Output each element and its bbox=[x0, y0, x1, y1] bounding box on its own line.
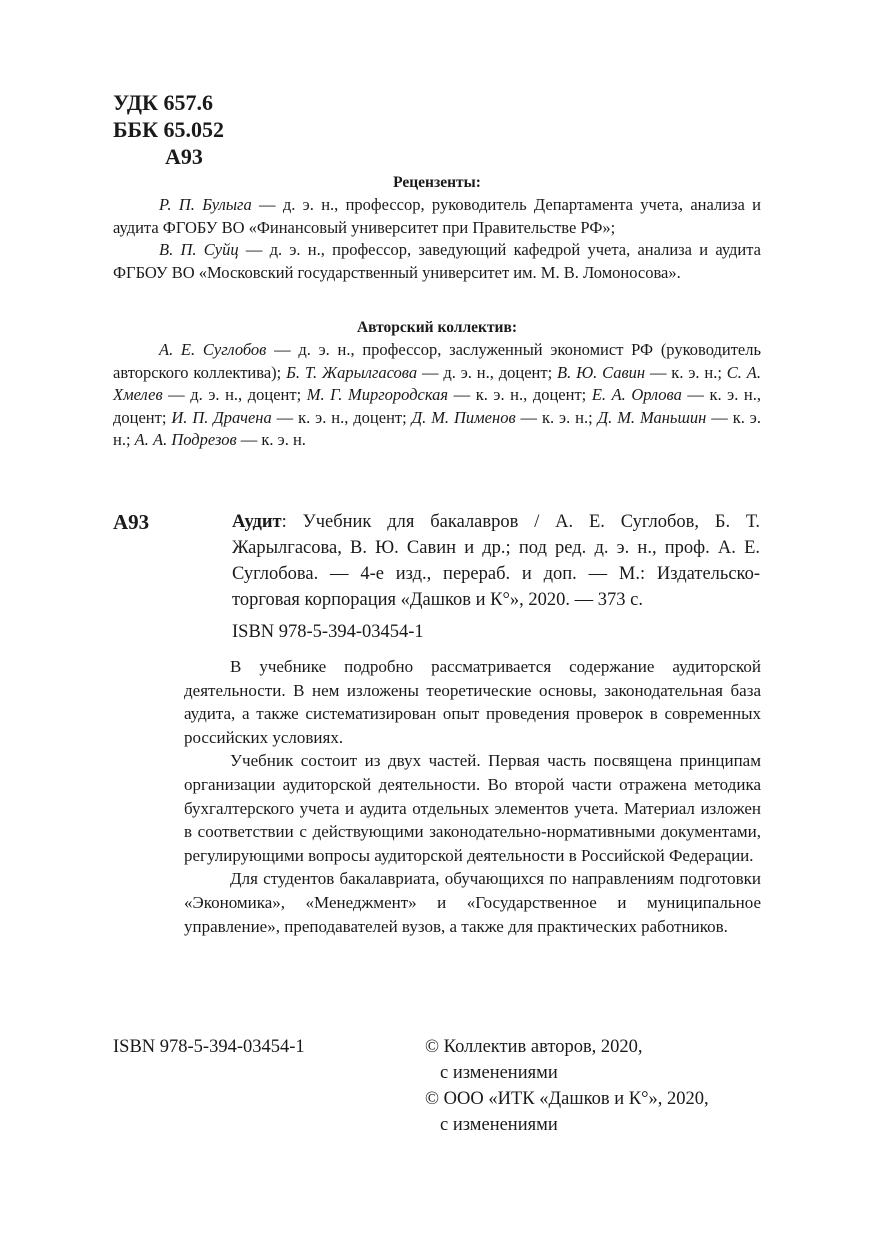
reviewers-heading: Рецензенты: bbox=[393, 174, 481, 191]
author-desc: — к. э. н.; bbox=[113, 407, 761, 450]
author-name: А. Е. Суглобов bbox=[159, 340, 267, 360]
copyright-publisher: © ООО «ИТК «Дашков и К°», 2020, bbox=[425, 1089, 709, 1109]
bbk-code: ББК 65.052 bbox=[113, 117, 225, 142]
reviewer-desc: — д. э. н., профессор, руководитель Департамента учета, анализа и аудита ФГОБУ ВО «Финансовый университет при Правительстве РФ»; bbox=[113, 195, 762, 237]
copyright-publisher-note: с изменениями bbox=[440, 1115, 558, 1135]
annotation bbox=[184, 655, 761, 938]
udk-code: УДК 657.6 bbox=[113, 90, 214, 115]
author-name: Д. М. Пименов bbox=[411, 407, 516, 427]
bibliographic-description: : Учебник для бакалавров / А. Е. Суглобов, Б. Т. Жарылгасова, В. Ю. Савин и др.; под ред. д. э. н., проф. А. Е. Суглобова. — 4-е изд., перераб. и доп. — М.: Издательско-торговая корпорация «Дашков и К°», 2020. — 373 с. bbox=[232, 512, 760, 610]
author-name: И. П. Драчена bbox=[171, 407, 272, 427]
reviewers-block bbox=[113, 172, 761, 284]
catalog-author-sign: А93 bbox=[113, 510, 150, 534]
author-desc: — к. э. н., доцент; bbox=[113, 385, 761, 427]
isbn-record: ISBN 978-5-394-03454-1 bbox=[232, 622, 424, 642]
author-name: В. Ю. Савин bbox=[557, 362, 646, 382]
author-desc: — к. э. н., доцент; bbox=[448, 385, 592, 405]
author-name: С. А. Хмелев bbox=[113, 362, 761, 405]
reviewer-entry bbox=[113, 239, 761, 284]
reviewer-entry bbox=[113, 194, 761, 239]
book-title: Аудит bbox=[232, 512, 282, 532]
author-name: А. А. Подрезов bbox=[134, 430, 237, 450]
authors-heading: Авторский коллектив: bbox=[356, 319, 518, 336]
author-name: Е. А. Орлова bbox=[591, 385, 682, 405]
annotation-paragraph: Учебник состоит из двух частей. Первая часть посвящена принципам организации аудиторской деятельности. Во второй части отражена методика бухгалтерского учета и аудита отдельных элементов учета. Материал изложен в соответствии с действующими законодательно-нормативными документами, регулирующими вопросы аудиторской деятельности в Российской Федерации. bbox=[184, 751, 761, 865]
annotation-paragraph: Для студентов бакалавриата, обучающихся по направлениям подготовки «Экономика», «Менеджмент» и «Государственное и муниципальное управление», преподавателей вузов, а также для практических работников. bbox=[184, 869, 761, 936]
author-desc: — к. э. н.; bbox=[645, 362, 727, 382]
bibliographic-record bbox=[232, 509, 760, 613]
reviewer-name: Р. П. Булыга bbox=[159, 195, 252, 215]
copyright-authors-note: с изменениями bbox=[440, 1063, 558, 1083]
copyright-block bbox=[425, 1034, 709, 1138]
author-desc: — к. э. н. bbox=[236, 430, 306, 450]
author-desc: — к. э. н., доцент; bbox=[271, 407, 412, 427]
author-desc: — д. э. н., доцент; bbox=[417, 362, 558, 382]
author-desc: — д. э. н., доцент; bbox=[162, 385, 307, 405]
reviewer-desc: — д. э. н., профессор, заведующий кафедрой учета, анализа и аудита ФГБОУ ВО «Московский государственный университет им. М. В. Ломоносова». bbox=[113, 240, 761, 282]
authors-block bbox=[113, 317, 761, 451]
authors-list bbox=[113, 339, 761, 451]
author-sign: А93 bbox=[165, 144, 203, 169]
copyright-authors: © Коллектив авторов, 2020, bbox=[425, 1037, 643, 1057]
annotation-paragraph: В учебнике подробно рассматривается содержание аудиторской деятельности. В нем изложены теоретические основы, законодательная база аудита, а также систематизирован опыт проведения проверок в современных российских условиях. bbox=[184, 657, 761, 747]
author-name: М. Г. Миргородская bbox=[306, 385, 449, 405]
isbn-footer: ISBN 978-5-394-03454-1 bbox=[113, 1037, 305, 1057]
author-desc: — к. э. н.; bbox=[515, 407, 598, 427]
author-name: Б. Т. Жарылгасова bbox=[286, 362, 418, 382]
author-desc: — д. э. н., профессор, заслуженный экономист РФ (руководитель авторского коллектива); bbox=[113, 340, 761, 382]
author-name: Д. М. Маньшин bbox=[597, 407, 707, 427]
reviewer-name: В. П. Суйц bbox=[159, 240, 239, 260]
